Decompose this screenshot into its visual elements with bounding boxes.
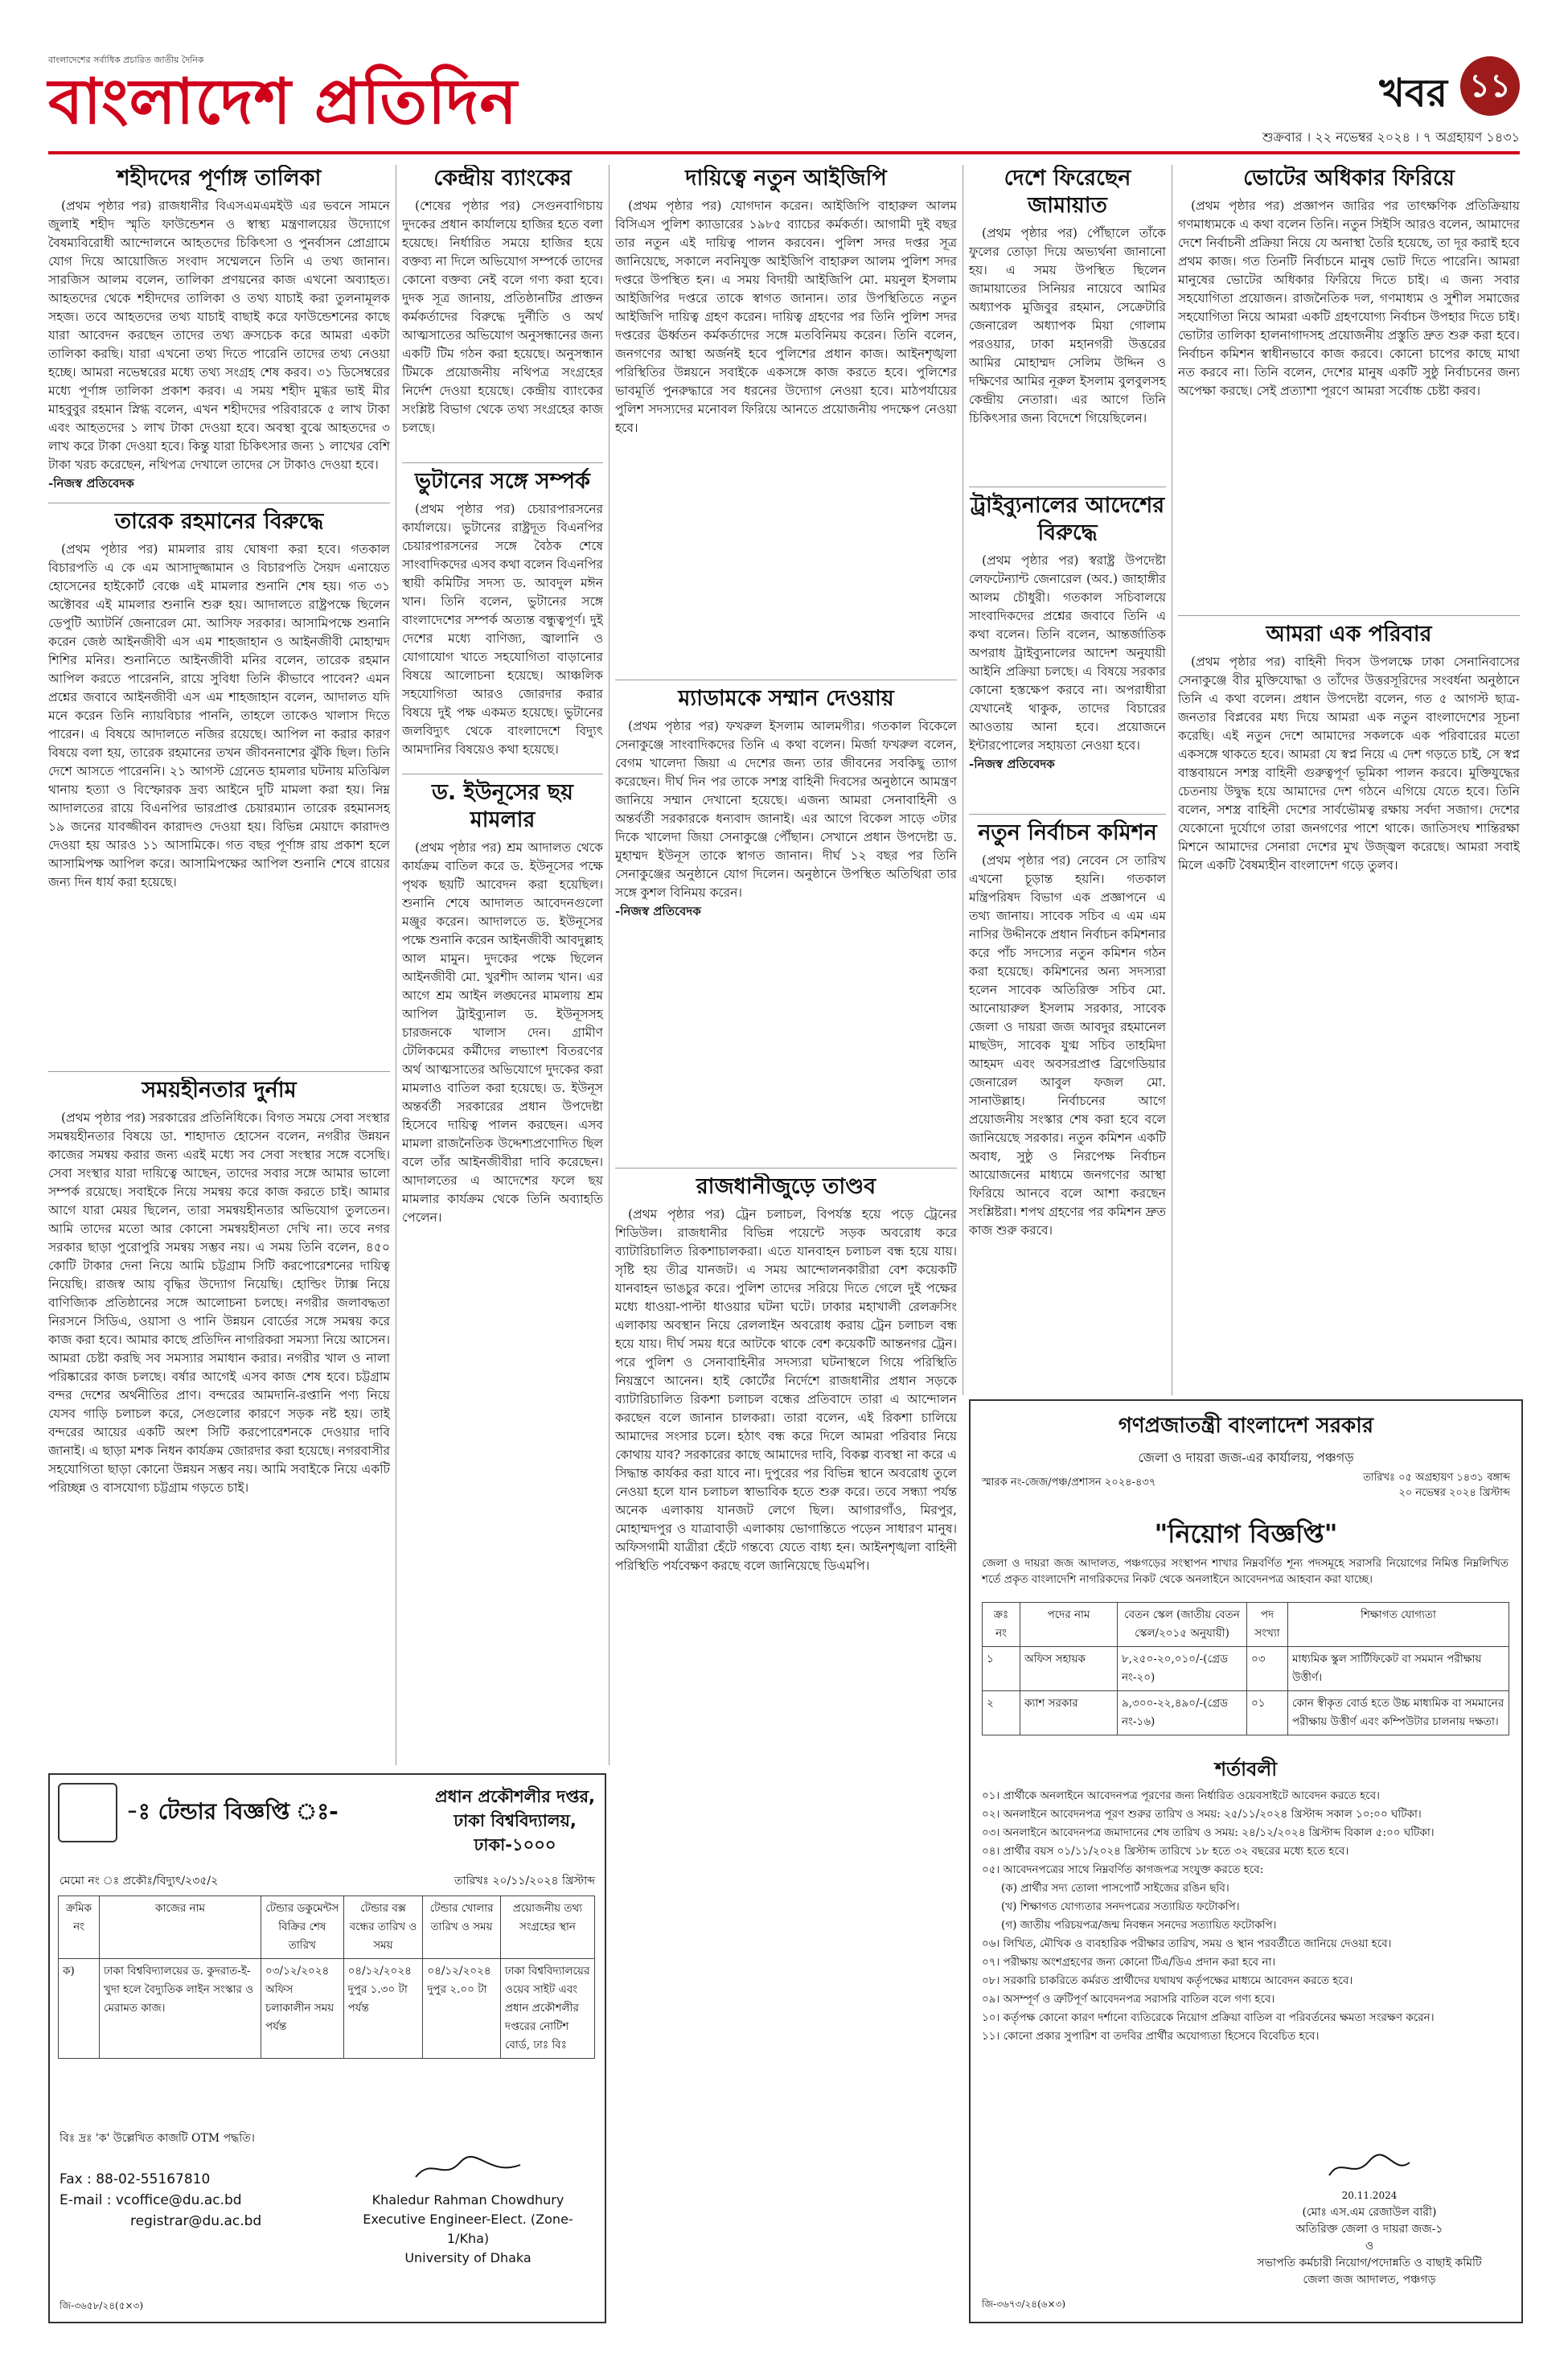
article-ec — [969, 819, 1166, 1382]
list-item: ০১। প্রার্থীকে অনলাইনে আবেদনপত্র পূরণের জন্য নির্ধারিত ওয়েবসাইটে আবেদন করতে হবে। — [982, 1789, 1380, 1802]
article-headline: ড. ইউনূসের ছয় মামলার — [432, 780, 573, 832]
tender-footnote: বিঃ দ্রঃ 'ক' উল্লেখিত কাজটি OTM পদ্ধতি। — [60, 2132, 255, 2145]
article-headline: নতুন নির্বাচন কমিশন — [978, 820, 1157, 845]
article-body: (প্রথম পৃষ্ঠার পর) চেয়ারপারসনের কার্যালয়ে। ভুটানের রাষ্ট্রদূত বিএনপির চেয়ারপারসনের সঙ্গে বৈঠক শেষে সাংবাদিকদের এসব কথা বলেন বিএনপির স্থায়ী কমিটির সদস্য ড. আবদুল মঈন খান। তিনি বলেন, ভুটানের সঙ্গে বাংলাদেশের সম্পর্ক অত্যন্ত বন্ধুত্বপূর্ণ। দুই দেশের মধ্যে বাণিজ্য, জ্বালানি ও যোগাযোগ খাতে সহযোগিতা বাড়ানোর বিষয়ে আলোচনা হয়েছে। আঞ্চলিক সহযোগিতা আরও জোরদার করার বিষয়ে দুই পক্ষ একমত হয়েছে। ভুটানের জলবিদ্যুৎ থেকে বাংলাদেশে বিদ্যুৎ আমদানির বিষয়েও কথা হয়েছে। — [402, 502, 603, 757]
article-headline: কেন্দ্রীয় ব্যাংকের — [433, 166, 572, 191]
article-tribunal — [969, 492, 1166, 814]
article-headline: শহীদদের পূর্ণাঙ্গ তালিকা — [117, 166, 322, 191]
article-jamaat — [969, 165, 1166, 487]
article-body: (প্রথম পৃষ্ঠার পর) রাজধানীর বিএসএমএমইউ এর ভবনে সামনে জুলাই শহীদ স্মৃতি ফাউন্ডেশন ও স্বাস্থ্য মন্ত্রণালয়ের উদ্যোগে বৈষম্যবিরোধী আন্দোলনে আহতদের চিকিৎসা ও পুনর্বাসন প্রোগ্রামে যোগ দিয়ে আয়োজিত সংবাদ সম্মেলনে তিনি এ তথ্য জানান। সারজিস আলম বলেন, তালিকা প্রণয়নের কাজ এখনো অব্যাহত। আহতদের থেকে শহীদদের তালিকা ও তথ্য যাচাই করা তুলনামূলক সহজ। তবে আহতদের তথ্য যাচাই বাছাই করে ফাউন্ডেশনের কাছে যারা আবেদন করছেন তাদের তথ্য ক্রসচেক করে আমরা একটা তালিকা করছি। যারা এখনো তথ্য দিতে পারেনি তাদের তথ্য নেওয়া হচ্ছে। আমরা নভেম্বরের মধ্যে তথ্য সংগ্রহ শেষ করব। ৩১ ডিসেম্বরের মধ্যে পূর্ণাঙ্গ তালিকা প্রকাশ করব। এ সময় শহীদ মুগ্ধর ভাই মীর মাহবুবুর রহমান স্নিগ্ধ বলেন, এখন শহীদদের পরিবারকে ৫ লাখ টাকা এবং আহতদের ১ লাখ টাকা দেওয়া হবে। অবস্থা বুঝে আহতদের ৩ লাখ করে টাকা দেওয়া হবে। কিন্তু যারা চিকিৎসার জন্য ১ লাখের বেশি টাকা খরচ করেছেন, নথিপত্র দেখালে তাদের সে টাকাও দেওয়া হবে। — [48, 199, 390, 472]
article-shahid — [48, 165, 390, 503]
table-row: ক) ঢাকা বিশ্ববিদ্যালয়ের ড. কুদরাত-ই-খুদা হলে বৈদ্যুতিক লাইন সংস্কার ও মেরামত কাজ। ০৩/১২/২০২৪ অফিস চলাকালীন সময় পর্যন্ত ০৪/১২/২০২৪ দুপুর ১.৩০ টা পর্যন্ত ০৪/১২/২০২৪ দুপুর ২.০০ টা ঢাকা বিশ্ববিদ্যালয়ের ওয়েব সাইট এবং প্রধান প্রকৌশলীর দপ্তরের নোটিশ বোর্ড, ঢাঃ বিঃ — [59, 1959, 595, 2059]
tender-notice — [48, 1773, 606, 2323]
issue-date: শুক্রবার । ২২ নভেম্বর ২০২৪ । ৭ অগ্রহায়ণ ১৪৩১ — [1262, 129, 1520, 145]
tender-signature: Khaledur Rahman Chowdhury Executive Engineer-Elect. (Zone-1/Kha) University of Dhaka — [347, 2153, 589, 2268]
notice-intro: জেলা ও দায়রা জজ আদালত, পঞ্চগড়ের সংস্থাপন শাখার নিম্নবর্ণিত শূন্য পদসমূহে সরাসরি নিয়োগের নিমিত্ত নিম্নলিখিত শর্তে প্রকৃত বাংলাদেশি নাগরিকদের নিকট থেকে অনলাইনে আবেদনপত্র আহবান করা যাচ্ছে। — [982, 1557, 1508, 1586]
article-headline: তারেক রহমানের বিরুদ্ধে — [114, 509, 324, 534]
article-body: (প্রথম পৃষ্ঠার পর) ট্রেন চলাচল, বিপর্যস্ত হয়ে পড়ে ট্রেনের শিডিউল। রাজধানীর বিভিন্ন পয়েন্টে সড়ক অবরোধ করে ব্যাটারিচালিত রিকশাচালকরা। এতে যানবাহন চলাচল বন্ধ হয়ে যায়। সৃষ্টি হয় তীব্র যানজট। এ সময় আন্দোলনকারীরা বেশ কয়েকটি যানবাহন ভাঙচুর করে। পুলিশ তাদের সরিয়ে দিতে গেলে দুই পক্ষের মধ্যে ধাওয়া-পাল্টা ধাওয়ার ঘটনা ঘটে। ঢাকার মহাখালী রেলক্রসিং এলাকায় অবস্থান নিয়ে রেললাইন অবরোধ করায় ট্রেন চলাচল বন্ধ হয়ে যায়। দীর্ঘ সময় ধরে আটকে থাকে বেশ কয়েকটি আন্তনগর ট্রেন। পরে পুলিশ ও সেনাবাহিনীর সদস্যরা ঘটনাস্থলে গিয়ে পরিস্থিতি নিয়ন্ত্রণে আনেন। হাই কোর্টের নির্দেশে রাজধানীর প্রধান সড়কে ব্যাটারিচালিত রিকশা চলাচল বন্ধের প্রতিবাদে তারা এ আন্দোলন করছেন বলে জানান চালকরা। তারা বলেন, এই রিকশা চালিয়ে আমাদের সংসার চলে। হঠাৎ বন্ধ করে দিলে আমরা পরিবার নিয়ে কোথায় যাব? সরকারের কাছে আমাদের দাবি, বিকল্প ব্যবস্থা না করে এ সিদ্ধান্ত কার্যকর করা যাবে না। দুপুরের পর বিভিন্ন স্থানে অবরোধ তুলে নেওয়া হলে যান চলাচল স্বাভাবিক হতে শুরু করে। তবে সন্ধ্যা পর্যন্ত অনেক এলাকায় যানজট লেগে ছিল। আগারগাঁও, মিরপুর, মোহাম্মদপুর ও যাত্রাবাড়ী এলাকায় ভোগান্তিতে পড়েন সাধারণ মানুষ। অফিসগামী যাত্রীরা হেঁটে গন্তব্যে যেতে বাধ্য হন। আইনশৃঙ্খলা বাহিনী পরিস্থিতি পর্যবেক্ষণ করছে বলে জানিয়েছে ডিএমপি। — [615, 1207, 957, 1573]
office-name: জেলা ও দায়রা জজ-এর কার্যালয়, পঞ্চগড় — [1138, 1450, 1354, 1465]
list-item: ১০। কর্তৃপক্ষ কোনো কারণ দর্শানো ব্যতিরেকে নিয়োগ প্রক্রিয়া বাতিল বা পরিবর্তনের ক্ষমতা সংরক্ষণ করেন। — [982, 2011, 1435, 2024]
gov-title: গণপ্রজাতন্ত্রী বাংলাদেশ সরকার — [1118, 1414, 1374, 1438]
list-item: (ক) প্রার্থীর সদ্য তোলা পাসপোর্ট সাইজের রঙিন ছবি। — [1001, 1882, 1229, 1895]
list-item: ০৭। পরীক্ষায় অংশগ্রহণের জন্য কোনো টিএ/ডিএ প্রদান করা হবে না। — [982, 1956, 1276, 1969]
article-yunus — [402, 779, 603, 1760]
article-tarek — [48, 508, 390, 1071]
conditions-list — [982, 1787, 1509, 2133]
article-headline: ম্যাডামকে সম্মান দেওয়ায় — [678, 686, 894, 711]
article-headline: দেশে ফিরেছেন জামায়াত — [1004, 166, 1131, 218]
article-body: (শেষের পৃষ্ঠার পর) সেগুনবাগিচায় দুদকের প্রধান কার্যালয়ে হাজির হতে বলা হয়েছে। নির্ধারিত সময়ে হাজির হয়ে বক্তব্য না দিলে অভিযোগ সম্পর্কে তাদের কোনো বক্তব্য নেই বলে গণ্য করা হবে। দুদক সূত্র জানায়, প্রতিষ্ঠানটির প্রাক্তন কর্মকর্তাদের বিরুদ্ধে দুর্নীতি ও অর্থ আত্মসাতের অভিযোগ অনুসন্ধানের জন্য একটি টিম গঠন করা হয়েছে। অনুসন্ধান টিমকে প্রয়োজনীয় নথিপত্র সংগ্রহের নির্দেশ দেওয়া হয়েছে। কেন্দ্রীয় ব্যাংকের সংশ্লিষ্ট বিভাগ থেকে তথ্য সংগ্রহের কাজ চলছে। — [402, 199, 603, 435]
article-bhutan — [402, 468, 603, 774]
recruitment-notice — [969, 1399, 1523, 2323]
list-item: ০৪। প্রার্থীর বয়স ০১/১১/২০২৪ খ্রিস্টাব্দ তারিখে ১৮ হতে ৩২ বছরের মধ্যে হতে হবে। — [982, 1845, 1349, 1858]
list-item: ০৫। আবেদনপত্রের সাথে নিম্নবর্ণিত কাগজপত্র সংযুক্ত করতে হবে: — [982, 1863, 1264, 1876]
university-seal-icon — [58, 1783, 117, 1842]
article-headline: দায়িত্বে নতুন আইজিপি — [685, 166, 887, 191]
ad-code: জি-৩৬৫৮/২৪(৫×৩) — [60, 2300, 144, 2311]
article-body: (প্রথম পৃষ্ঠার পর) যোগদান করেন। আইজিপি বাহারুল আলম বিসিএস পুলিশ ক্যাডারের ১৯৮৫ ব্যাচের কর্মকর্তা। আগামী দুই বছর তার নতুন এই দায়িত্ব পালন করবেন। পুলিশ সদর দপ্তর সূত্র জানিয়েছে, সকালে নবনিযুক্ত আইজিপি বাহারুল আলম পুলিশ সদর দপ্তরে উপস্থিত হন। এ সময় বিদায়ী আইজিপি মো. ময়নুল ইসলাম আইজিপির দপ্তরে তাকে স্বাগত জানান। তার উপস্থিতিতে নতুন আইজিপি দায়িত্ব গ্রহণ করেন। দায়িত্ব গ্রহণের পর তিনি পুলিশ সদর দপ্তরের ঊর্ধ্বতন কর্মকর্তাদের সঙ্গে মতবিনিময় করেন। তিনি বলেন, জনগণের আস্থা অর্জনই হবে পুলিশের প্রধান কাজ। আইনশৃঙ্খলা পরিস্থিতির উন্নয়নে সবাইকে একসঙ্গে কাজ করতে হবে। পুলিশের ভাবমূর্তি পুনরুদ্ধারে সব ধরনের উদ্যোগ নেওয়া হবে। মাঠপর্যায়ের পুলিশ সদস্যদের মনোবল ফিরিয়ে আনতে প্রয়োজনীয় পদক্ষেপ নেওয়া হবে। — [615, 199, 957, 435]
article-body: (প্রথম পৃষ্ঠার পর) ফখরুল ইসলাম আলমগীর। গতকাল বিকেলে সেনাকুঞ্জে সাংবাদিকদের তিনি এ কথা বলেন। মির্জা ফখরুল বলেন, বেগম খালেদা জিয়া এ দেশের জন্য তার জীবনের সবকিছু ত্যাগ করেছেন। দীর্ঘ দিন পর তাকে সশস্ত্র বাহিনী দিবসের অনুষ্ঠানে আমন্ত্রণ জানিয়ে সম্মান দেখানো হয়েছে। এজন্য আমরা সেনাবাহিনী ও অন্তর্বর্তী সরকারকে ধন্যবাদ জানাই। এর আগে বিকেল সাড়ে ৩টার দিকে খালেদা জিয়া সেনাকুঞ্জে পৌঁছান। সেখানে প্রধান উপদেষ্টা ড. মুহাম্মদ ইউনূস তাকে স্বাগত জানান। দীর্ঘ ১২ বছর পর তিনি সেনাকুঞ্জের অনুষ্ঠানে যোগ দিলেন। অনুষ্ঠানে উপস্থিত অতিথিরা তার সঙ্গে কুশল বিনিময় করেন। — [615, 719, 957, 900]
article-headline: আমরা এক পরিবার — [1266, 622, 1432, 647]
page-number-badge: ১১ — [1460, 56, 1520, 116]
list-item: ০৮। সরকারি চাকরিতে কর্মরত প্রার্থীদের যথাযথ কর্তৃপক্ষের মাধ্যমে আবেদন করতে হবে। — [982, 1974, 1353, 1987]
tender-office: প্রধান প্রকৌশলীর দপ্তর, ঢাকা বিশ্ববিদ্যালয়, ঢাকা-১০০০ — [435, 1787, 595, 1854]
list-item: ০৬। লিখিত, মৌখিক ও ব্যবহারিক পরীক্ষার তারিখ, সময় ও স্থান পরবর্তীতে জানিয়ে দেওয়া হবে। — [982, 1937, 1392, 1950]
article-headline: ট্রাইব্যুনালের আদেশের বিরুদ্ধে — [970, 493, 1165, 545]
tender-memo: মেমো নং ঃ প্রকৌঃ/বিদ্যুৎ/২৩৫/২ — [60, 1875, 219, 1887]
notice-signature: 20.11.2024 (মোঃ এস.এম রেজাউল বারী) অতিরিক্ত জেলা ও দায়রা জজ-১ ও সভাপতি কর্মচারী নিয়োগ/পদোন্নতি ও বাছাই কমিটি জেলা জজ আদালত, পঞ্চগড় — [1237, 2153, 1502, 2289]
article-paribar — [1178, 621, 1520, 1377]
column-5 — [1178, 165, 1520, 1387]
article-body: (প্রথম পৃষ্ঠার পর) বাহিনী দিবস উপলক্ষে ঢাকা সেনানিবাসের সেনাকুঞ্জে বীর মুক্তিযোদ্ধা ও তাঁদের উত্তরসূরিদের সংবর্ধনা অনুষ্ঠানে তিনি এ কথা বলেন। প্রধান উপদেষ্টা বলেন, গত ৫ আগস্ট ছাত্র-জনতার বিপ্লবের মধ্য দিয়ে আমরা এক নতুন বাংলাদেশের সূচনা করেছি। এই নতুন দেশে আমাদের সকলকে এক পরিবারের মতো একসঙ্গে থাকতে হবে। আমরা যে স্বপ্ন নিয়ে এ দেশ গড়তে চাই, সে স্বপ্ন বাস্তবায়নে সশস্ত্র বাহিনী গুরুত্বপূর্ণ ভূমিকা পালন করবে। মুক্তিযুদ্ধের চেতনায় উদ্বুদ্ধ হয়ে আমাদের দেশ গঠনে এগিয়ে যেতে হবে। তিনি বলেন, সশস্ত্র বাহিনী দেশের সার্বভৌমত্ব রক্ষায় সর্বদা সজাগ। দেশের যেকোনো দুর্যোগে তারা জনগণের পাশে থাকে। জাতিসংঘ শান্তিরক্ষা মিশনে আমাদের সেনারা দেশের মুখ উজ্জ্বল করেছে। আমরা সবাই মিলে একটি বৈষম্যহীন বাংলাদেশ গড়ে তুলব। — [1178, 655, 1520, 873]
column-1 — [48, 165, 390, 1773]
notice-memo: স্মারক নং-জেজ/পঞ্চ/প্রশাসন ২০২৪-৪৩৭ — [982, 1477, 1156, 1489]
column-4 — [969, 165, 1166, 1387]
notice-date: তারিখঃ ০৫ অগ্রহায়ণ ১৪৩১ বঙ্গাব্দ ২০ নভেম্বর ২০২৪ খ্রিস্টাব্দ — [1363, 1472, 1510, 1499]
list-item: (খ) শিক্ষাগত যোগ্যতার সনদপত্রের সত্যায়িত ফটোকপি। — [1001, 1900, 1240, 1913]
article-igp — [615, 165, 957, 680]
article-headline: রাজধানীজুড়ে তাণ্ডব — [696, 1174, 876, 1199]
notice-title: "নিয়োগ বিজ্ঞপ্তি" — [1154, 1518, 1338, 1549]
tender-contact: Fax : 88-02-55167810 E-mail : vcoffice@du.ac.bd registrar@du.ac.bd — [60, 2171, 262, 2229]
tender-table — [58, 1896, 595, 2059]
article-body: (প্রথম পৃষ্ঠার পর) পৌঁছালে তাঁকে ফুলের তোড়া দিয়ে অভ্যর্থনা জানানো হয়। এ সময় উপস্থিত ছিলেন জামায়াতের সিনিয়র নায়েবে আমির অধ্যাপক মুজিবুর রহমান, সেক্রেটারি জেনারেল অধ্যাপক মিয়া গোলাম পরওয়ার, ঢাকা মহানগরী উত্তরের আমির মোহাম্মদ সেলিম উদ্দিন ও দক্ষিণের আমির নূরুল ইসলাম বুলবুলসহ কেন্দ্রীয় নেতারা। এর আগে তিনি চিকিৎসার জন্য বিদেশে গিয়েছিলেন। — [969, 226, 1166, 425]
column-2 — [402, 165, 603, 1773]
signature-icon — [1325, 2153, 1414, 2182]
article-body: (প্রথম পৃষ্ঠার পর) স্বরাষ্ট্র উপদেষ্টা লেফটেন্যান্ট জেনারেল (অব.) জাহাঙ্গীর আলম চৌধুরী। গতকাল সচিবালয়ে সাংবাদিকদের প্রশ্নের জবাবে তিনি এ কথা বলেন। তিনি বলেন, আন্তর্জাতিক অপরাধ ট্রাইব্যুনালের আদেশ অনুযায়ী আইনি প্রক্রিয়া চলছে। এ বিষয়ে সরকার কোনো হস্তক্ষেপ করবে না। অপরাধীরা যেখানেই থাকুক, তাদের বিচারের আওতায় আনা হবে। প্রয়োজনে ইন্টারপোলের সহায়তা নেওয়া হবে। — [969, 553, 1166, 753]
list-item: ০২। অনলাইনে আবেদনপত্র পূরণ শুরুর তারিখ ও সময়: ২৫/১১/২০২৪ খ্রিস্টাব্দ সকাল ১০:০০ ঘটিকা। — [982, 1808, 1422, 1821]
article-body: (প্রথম পৃষ্ঠার পর) শ্রম আদালত থেকে কার্যক্রম বাতিল করে ড. ইউনূসের পক্ষে পৃথক ছয়টি আবেদন করা হয়েছিল। শুনানি শেষে আদালত আবেদনগুলো মঞ্জুর করেন। আদালতে ড. ইউনূসের পক্ষে শুনানি করেন আইনজীবী আবদুল্লাহ আল মামুন। দুদকের পক্ষে ছিলেন আইনজীবী মো. খুরশীদ আলম খান। এর আগে শ্রম আইন লঙ্ঘনের মামলায় শ্রম আপিল ট্রাইব্যুনাল ড. ইউনূসসহ চারজনকে খালাস দেন। গ্রামীণ টেলিকমের কর্মীদের লভ্যাংশ বিতরণের অর্থ আত্মসাতের অভিযোগে দুদকের করা মামলাও বাতিল করা হয়েছে। ড. ইউনূস অন্তর্বর্তী সরকারের প্রধান উপদেষ্টা হিসেবে দায়িত্ব পালন করছেন। এসব মামলা রাজনৈতিক উদ্দেশ্যপ্রণোদিত ছিল বলে তাঁর আইনজীবীরা দাবি করেছেন। আদালতের এ আদেশের ফলে ছয় মামলার কার্যক্রম থেকে তিনি অব্যাহতি পেলেন। — [402, 840, 603, 1225]
article-headline: সময়হীনতার দুর্নাম — [142, 1078, 297, 1103]
signature-icon — [412, 2153, 524, 2185]
tender-title: -ঃ টেন্ডার বিজ্ঞপ্তি ঃ- — [126, 1798, 339, 1825]
tagline: বাংলাদেশের সর্বাধিক প্রচারিত জাতীয় দৈনিক — [48, 55, 204, 65]
masthead — [48, 48, 1520, 153]
table-row: ২ ক্যাশ সরকার ৯,৩০০-২২,৪৯০/-(গ্রেড নং-১৬) ০১ কোন স্বীকৃত বোর্ড হতে উচ্চ মাধ্যমিক বা সমমানের পরীক্ষায় উত্তীর্ণ এবং কম্পিউটার চালনায় দক্ষতা। — [983, 1691, 1509, 1735]
notice-title-wrap — [971, 1514, 1521, 1557]
table-header-row: ক্রমিক নং কাজের নাম টেন্ডার ডকুমেন্টস বিক্রির শেষ তারিখ টেন্ডার বক্স বন্ধের তারিখ ও সময় টেন্ডার খোলার তারিখ ও সময় প্রয়োজনীয় তথ্য সংগ্রহের স্থান — [59, 1896, 595, 1959]
article-body: (প্রথম পৃষ্ঠার পর) প্রজ্ঞাপন জারির পর তাৎক্ষণিক প্রতিক্রিয়ায় গণমাধ্যমকে এ কথা বলেন তিনি। নতুন সিইসি আরও বলেন, আমাদের দেশে নির্বাচনী প্রক্রিয়া নিয়ে যে অনাস্থা তৈরি হয়েছে, তা দূর করাই হবে প্রথম কাজ। গত তিনটি নির্বাচনে মানুষ ভোট দিতে পারেনি। আমরা মানুষের ভোটের অধিকার ফিরিয়ে দিতে চাই। এ জন্য সবার সহযোগিতা প্রয়োজন। রাজনৈতিক দল, গণমাধ্যম ও সুশীল সমাজের সহযোগিতা নিয়ে আমরা একটি গ্রহণযোগ্য নির্বাচন উপহার দিতে চাই। ভোটার তালিকা হালনাগাদসহ প্রয়োজনীয় প্রস্তুতি দ্রুত শুরু করা হবে। নির্বাচন কমিশন স্বাধীনভাবে কাজ করবে। কোনো চাপের কাছে মাথা নত করবে না। তিনি বলেন, দেশের মানুষ একটি সুষ্ঠু নির্বাচনের জন্য অপেক্ষা করছে। সেই প্রত্যাশা পূরণে আমরা সর্বোচ্চ চেষ্টা করব। — [1178, 199, 1520, 398]
list-item: (গ) জাতীয় পরিচয়পত্র/জন্ম নিবন্ধন সনদের সত্যায়িত ফটোকপি। — [1001, 1919, 1277, 1932]
header-rule — [48, 151, 1520, 154]
article-rajdhani — [615, 1173, 957, 2203]
article-headline: ভুটানের সঙ্গে সম্পর্ক — [415, 469, 590, 494]
article-samay — [48, 1077, 390, 1760]
byline: -নিজস্ব প্রতিবেদক — [969, 757, 1055, 771]
table-header-row: ক্রঃ নং পদের নাম বেতন স্কেল (জাতীয় বেতন স্কেল/২০১৫ অনুযায়ী) পদ সংখ্যা শিক্ষাগত যোগ্যতা — [983, 1603, 1509, 1647]
list-item: ১১। কোনো প্রকার সুপারিশ বা তদবির প্রার্থীর অযোগ্যতা হিসেবে বিবেচিত হবে। — [982, 2030, 1320, 2043]
byline: -নিজস্ব প্রতিবেদক — [48, 476, 134, 491]
article-madam — [615, 685, 957, 1168]
section-title: খবর — [1379, 71, 1447, 116]
vacancy-table — [982, 1602, 1509, 1735]
article-body: (প্রথম পৃষ্ঠার পর) সরকারের প্রতিনিধিকে। বিগত সময়ে সেবা সংস্থার সমন্বয়হীনতার বিষয়ে ডা. শাহাদাত হোসেন বলেন, নগরীর উন্নয়ন কাজের সমন্বয় করার জন্য এরই মধ্যে সব সেবা সংস্থার সঙ্গে বসেছি। সেবা সংস্থার যারা দায়িত্বে আছেন, তাদের সবার সঙ্গে আমার ভালো সম্পর্ক রয়েছে। সবাইকে নিয়ে সমন্বয় করে কাজ করতে চাই। আমার আগে যারা মেয়র ছিলেন, তারা সমন্বয়হীনতার অভিযোগ তুলতেন। আমি তাদের মতো আর কোনো সমন্বয়হীনতা দেখি না। তবে নগর সরকার ছাড়া পুরোপুরি সমন্বয় সম্ভব নয়। এ সময় তিনি বলেন, ৪৫০ কোটি টাকার দেনা নিয়ে আমি চট্টগ্রাম সিটি করপোরেশনের দায়িত্ব নিয়েছি। রাজস্ব আয় বৃদ্ধির উদ্যোগ নিয়েছি। হোল্ডিং ট্যাক্স নিয়ে বাণিজ্যিক প্রতিষ্ঠানের সঙ্গে আলোচনা চলছে। নগরীর জলাবদ্ধতা নিরসনে সিডিএ, ওয়াসা ও পানি উন্নয়ন বোর্ডের সঙ্গে সমন্বয় করে কাজ করা হবে। আমার কাছে প্রতিদিন নাগরিকরা সমস্যা নিয়ে আসেন। আমরা চেষ্টা করছি সব সমস্যার সমাধান করার। নগরীর খাল ও নালা পরিষ্কারের কাজ চলছে। বর্ষার আগেই এসব কাজ শেষ হবে। চট্টগ্রাম বন্দর দেশের অর্থনীতির প্রাণ। বন্দরের আমদানি-রপ্তানি পণ্য নিয়ে যেসব গাড়ি চলাচল করে, সেগুলোর কারণে সড়ক নষ্ট হয়। তাই বন্দরের আয়ের একটি অংশ সিটি করপোরেশনকে দেওয়ার দাবি জানাই। এ ছাড়া মশক নিধন কার্যক্রম জোরদার করা হয়েছে। নগরবাসীর সহযোগিতা ছাড়া কোনো উন্নয়ন সম্ভব নয়। আমি সবাইকে নিয়ে একটি পরিচ্ছন্ন ও বাসযোগ্য চট্টগ্রাম গড়তে চাই। — [48, 1111, 390, 1495]
tender-date: তারিখঃ ২০/১১/২০২৪ খ্রিস্টাব্দ — [454, 1875, 595, 1887]
article-body: (প্রথম পৃষ্ঠার পর) মামলার রায় ঘোষণা করা হবে। গতকাল বিচারপতি এ কে এম আসাদুজ্জামান ও বিচারপতি সৈয়দ এনায়েত হোসেনের হাইকোর্ট বেঞ্চে এই মামলার শুনানি শেষ হয়। গত ৩১ অক্টোবর এই মামলার শুনানি শুরু হয়। আদালতে রাষ্ট্রপক্ষে ছিলেন ডেপুটি অ্যাটর্নি জেনারেল মো. আসিফ সরকার। আসামিপক্ষে শুনানি করেন জেষ্ঠ আইনজীবী এস এম শাহজাহান ও আইনজীবী মোহাম্মদ শিশির মনির। শুনানিতে আইনজীবী মনির বলেন, তারেক রহমান আপিল করতে পারেননি, রায়ে সুবিধা তিনি কীভাবে পাবেন? এমন প্রশ্নের জবাবে আইনজীবী এস এম শাহজাহান বলেন, আদালত যদি মনে করেন তিনি ন্যায়বিচার পাননি, তাহলে তাকেও খালাস দিতে পারেন। এ বিষয়ে আদালতে নজির রয়েছে। আপিল না করার কারণ বিষয়ে বলা হয়, তারেক রহমানের তখন জীবননাশের ঝুঁকি ছিল। তিনি দেশে আসতে পারেননি। ২১ আগস্ট গ্রেনেড হামলার ঘটনায় মতিঝিল থানায় হত্যা ও বিস্ফোরক দ্রব্য আইনে দুটি মামলা করা হয়। নিম্ন আদালতের রায়ে বিএনপির ভারপ্রাপ্ত চেয়ারম্যান তারেক রহমানসহ ১৯ জনের যাবজ্জীবন কারাদণ্ড দেওয়া হয়। বিভিন্ন মেয়াদে কারাদণ্ড দেওয়া হয় আরও ১১ আসামিকে। গত বছর পূর্ণাঙ্গ রায় প্রকাশ হলে আসামিপক্ষ আপিল করে। আসামিপক্ষের আপিল শুনানি শেষে রায়ের জন্য দিন ধার্য করা হয়েছে। — [48, 542, 390, 889]
conditions-title: শর্তাবলী — [1214, 1758, 1278, 1780]
list-item: ০৩। অনলাইনে আবেদনপত্র জমাদানের শেষ তারিখ ও সময়: ২৪/১২/২০২৪ খ্রিস্টাব্দ বিকাল ৫:০০ ঘটিকা। — [982, 1826, 1435, 1839]
article-headline: ভোটের অধিকার ফিরিয়ে — [1243, 166, 1455, 191]
column-3 — [615, 165, 957, 2208]
byline: -নিজস্ব প্রতিবেদক — [615, 904, 701, 918]
list-item: ০৯। অসম্পূর্ণ ও ত্রুটিপূর্ণ আবেদনপত্র সরাসরি বাতিল বলে গণ্য হবে। — [982, 1993, 1275, 2006]
article-body: (প্রথম পৃষ্ঠার পর) নেবেন সে তারিখ এখনো চূড়ান্ত হয়নি। গতকাল মন্ত্রিপরিষদ বিভাগ এক প্রজ্ঞাপনে এ তথ্য জানায়। সাবেক সচিব এ এম এম নাসির উদ্দীনকে প্রধান নির্বাচন কমিশনার করে পাঁচ সদস্যের নতুন কমিশন গঠন করা হয়েছে। কমিশনের অন্য সদস্যরা হলেন সাবেক অতিরিক্ত সচিব মো. আনোয়ারুল ইসলাম সরকার, সাবেক জেলা ও দায়রা জজ আবদুর রহমানেল মাছউদ, সাবেক যুগ্ম সচিব তাহমিদা আহমদ এবং অবসরপ্রাপ্ত ব্রিগেডিয়ার জেনারেল আবুল ফজল মো. সানাউল্লাহ। নির্বাচনের আগে প্রয়োজনীয় সংস্কার শেষ করা হবে বলে জানিয়েছে সরকার। নতুন কমিশন একটি অবাধ, সুষ্ঠু ও নিরপেক্ষ নির্বাচন আয়োজনের মাধ্যমে জনগণের আস্থা ফিরিয়ে আনবে বলে আশা করছেন সংশ্লিষ্টরা। শপথ গ্রহণের পর কমিশন দ্রুত কাজ শুরু করবে। — [969, 853, 1166, 1238]
article-vote — [1178, 165, 1520, 615]
article-bank — [402, 165, 603, 462]
ad-code: জি-৩৬৭৩/২৪(৬×৩) — [982, 2298, 1066, 2310]
table-row: ১ অফিস সহায়ক ৮,২৫০-২০,০১০/-(গ্রেড নং-২০) ০৩ মাধ্যমিক স্কুল সার্টিফিকেট বা সমমান পরীক্ষায় উত্তীর্ণ। — [983, 1647, 1509, 1691]
newspaper-logo: বাংলাদেশ প্রতিদিন — [48, 66, 518, 138]
